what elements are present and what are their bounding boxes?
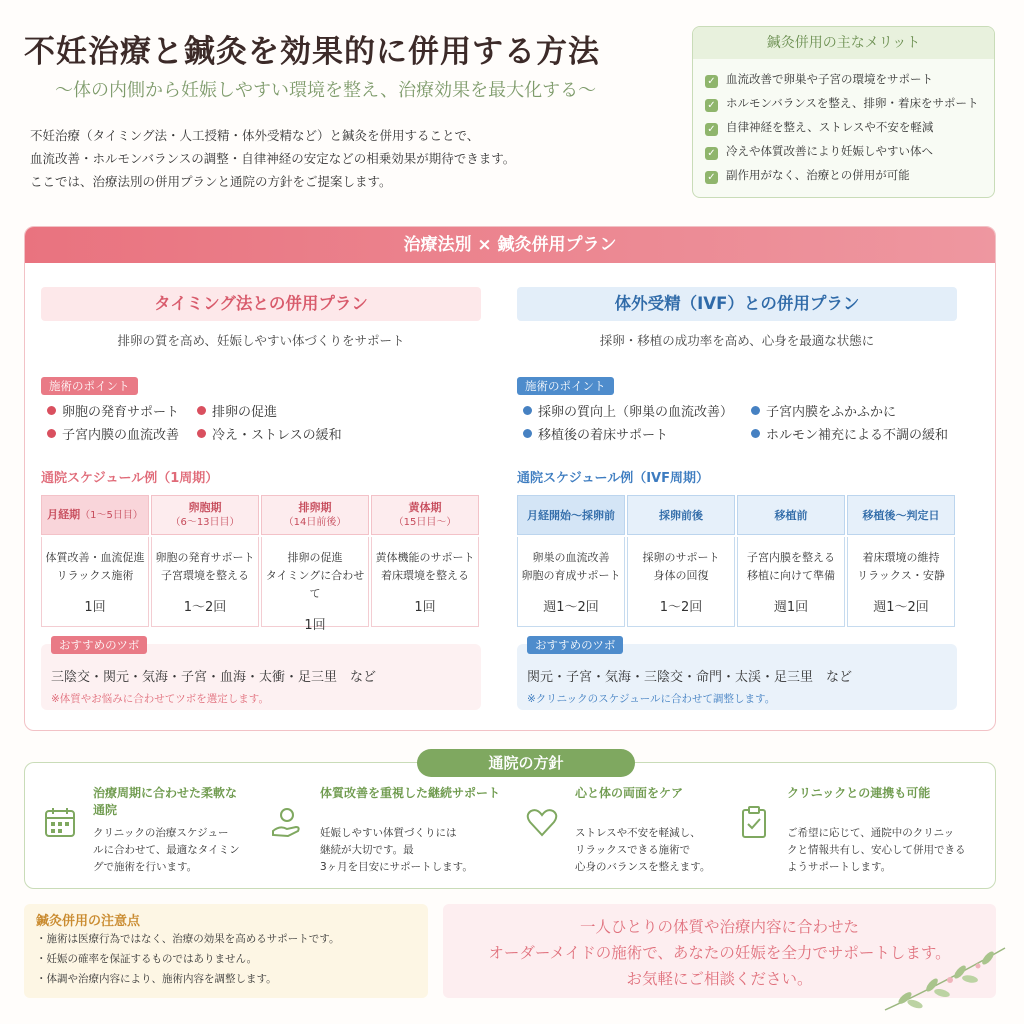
tsubo-note: ※体質やお悩みに合わせてツボを選定します。 — [51, 693, 269, 705]
policy-item-text: クリニックの治療スケジュー ルに合わせて、最適なタイミン グで施術を行います。 — [93, 827, 240, 873]
timing-plan-subtitle: 排卵の質を高め、妊娠しやすい体づくりをサポート — [117, 333, 405, 348]
ivf-plan — [517, 287, 957, 710]
intro-line: ここでは、治療法別の併用プランと通院の方針をご提案します。 — [30, 174, 392, 189]
schedule-steps — [41, 495, 481, 535]
merit-text: 副作用がなく、治療との併用が可能 — [726, 168, 910, 182]
policy-section — [24, 754, 996, 889]
intro-text — [30, 124, 515, 193]
tsubo-box — [517, 638, 957, 710]
policy-item-title: クリニックとの連携も可能 — [787, 786, 931, 800]
schedule-cell: 卵巣の血流改善 卵胞の育成サポート 週1〜2回 — [517, 537, 625, 627]
ivf-plan-title: 体外受精（IVF）との併用プラン — [517, 287, 957, 321]
policy-item-text: ご希望に応じて、通院中のクリニッ クと情報共有し、安心して併用できる ようサポートします。 — [787, 827, 966, 873]
policy-item-text: ストレスや不安を軽減し、 リラックスできる施術で 心身のバランスを整えます。 — [575, 827, 711, 873]
schedule-cell: 子宮内膜を整える 移植に向けて準備 週1回 — [737, 537, 845, 627]
point-item: 冷え・ストレスの緩和 — [197, 424, 342, 443]
point-item: 排卵の促進 — [197, 401, 342, 420]
schedule-title: 通院スケジュール例（1周期） — [41, 471, 219, 486]
schedule-title: 通院スケジュール例（IVF周期） — [517, 471, 709, 486]
policy-title: 通院の方針 — [417, 749, 635, 777]
schedule-steps — [517, 495, 957, 535]
schedule-step: 月経期（1〜5日目） — [41, 495, 149, 535]
policy-item-text: 妊娠しやすい体質づくりには 継続が大切です。最 3ヶ月を目安にサポートします。 — [320, 827, 473, 873]
merit-item — [705, 139, 994, 163]
timing-plan-title: タイミング法との併用プラン — [41, 287, 481, 321]
schedule-step: 採卵前後 — [627, 495, 735, 535]
tsubo-tag: おすすめのツボ — [527, 636, 623, 654]
merit-text: ホルモンバランスを整え、排卵・着床をサポート — [726, 96, 979, 110]
page-title: 不妊治療と鍼灸を効果的に併用する方法 — [24, 34, 600, 70]
merit-text: 冷えや体質改善により妊娠しやすい体へ — [726, 144, 933, 158]
schedule-cell: 採卵のサポート 身体の回復 1〜2回 — [627, 537, 735, 627]
caution-item: ・妊娠の確率を保証するものではありません。 — [36, 953, 258, 965]
points-tag: 施術のポイント — [41, 377, 138, 395]
clipboard-check-icon — [737, 805, 771, 839]
check-icon: ✓ — [705, 99, 718, 112]
tsubo-box — [41, 638, 481, 710]
merit-item — [705, 163, 994, 187]
schedule-step: 移植前 — [737, 495, 845, 535]
point-item: 採卵の質向上（卵巣の血流改善） — [523, 401, 733, 420]
policy-item-title: 体質改善を重視した継続サポート — [320, 786, 501, 800]
tsubo-list: 関元・子宮・気海・三陰交・命門・太渓・足三里 など — [527, 670, 853, 685]
point-item: 移植後の着床サポート — [523, 424, 733, 443]
tsubo-tag: おすすめのツボ — [51, 636, 147, 654]
points-tag: 施術のポイント — [517, 377, 614, 395]
schedule-step: 卵胞期 （6〜13日目） — [151, 495, 259, 535]
schedule-cell: 体質改善・血流促進 リラックス施術 1回 — [41, 537, 149, 627]
schedule-step: 排卵期 （14日前後） — [261, 495, 369, 535]
heart-icon — [525, 805, 559, 839]
merit-item — [705, 91, 994, 115]
ivf-plan-subtitle: 採卵・移植の成功率を高め、心身を最適な状態に — [599, 333, 875, 348]
points-list — [41, 401, 481, 443]
check-icon: ✓ — [705, 147, 718, 160]
timing-plan — [41, 287, 481, 710]
merit-item — [705, 115, 994, 139]
point-item: 子宮内膜をふかふかに — [751, 401, 948, 420]
tsubo-note: ※クリニックのスケジュールに合わせて調整します。 — [527, 693, 776, 705]
check-icon: ✓ — [705, 171, 718, 184]
intro-line: 不妊治療（タイミング法・人工授精・体外受精など）と鍼灸を併用することで、 — [30, 128, 480, 143]
merit-item — [705, 67, 994, 91]
merit-text: 血流改善で卵巣や子宮の環境をサポート — [726, 72, 933, 86]
caution-item: ・施術は医療行為ではなく、治療の効果を高めるサポートです。 — [36, 933, 340, 945]
policy-item-title: 心と体の両面をケア — [575, 786, 684, 800]
schedule-cell: 黄体機能のサポート 着床環境を整える 1回 — [371, 537, 479, 627]
tsubo-list: 三陰交・関元・気海・子宮・血海・太衝・足三里 など — [51, 670, 377, 685]
schedule-cell: 排卵の促進 タイミングに合わせて 1回 — [261, 537, 369, 627]
schedule-step: 移植後〜判定日 — [847, 495, 955, 535]
schedule-cell: 卵胞の発育サポート 子宮環境を整える 1〜2回 — [151, 537, 259, 627]
page-subtitle: 〜体の内側から妊娠しやすい環境を整え、治療効果を最大化する〜 — [55, 80, 597, 101]
closing-line: 一人ひとりの体質や治療内容に合わせた — [579, 918, 859, 936]
schedule-cells — [517, 537, 957, 627]
schedule-cells — [41, 537, 481, 633]
plans-section — [24, 226, 996, 731]
check-icon: ✓ — [705, 75, 718, 88]
schedule-cell: 着床環境の維持 リラックス・安静 週1〜2回 — [847, 537, 955, 627]
intro-line: 血流改善・ホルモンバランスの調整・自律神経の安定などの相乗効果が期待できます。 — [30, 151, 516, 166]
merits-title: 鍼灸併用の主なメリット — [693, 27, 994, 59]
point-item: 子宮内膜の血流改善 — [47, 424, 179, 443]
points-list — [517, 401, 957, 443]
policy-item-title: 治療周期に合わせた柔軟な 通院 — [93, 786, 238, 817]
calendar-icon — [43, 805, 77, 839]
schedule-step: 黄体期 （15日目〜） — [371, 495, 479, 535]
caution-box — [24, 904, 428, 998]
schedule-step: 月経開始〜採卵前 — [517, 495, 625, 535]
merits-box — [692, 26, 995, 198]
plans-title: 治療法別 × 鍼灸併用プラン — [25, 227, 995, 263]
closing-line: お気軽にご相談ください。 — [626, 970, 813, 988]
point-item: 卵胞の発育サポート — [47, 401, 179, 420]
point-item: ホルモン補充による不調の緩和 — [751, 424, 948, 443]
caution-title: 鍼灸併用の注意点 — [36, 914, 141, 929]
caution-item: ・体調や治療内容により、施術内容を調整します。 — [36, 973, 277, 985]
check-icon: ✓ — [705, 123, 718, 136]
support-hand-icon — [270, 805, 304, 839]
leaf-branch-decoration — [880, 940, 1010, 1015]
closing-line: オーダーメイドの施術で、あなたの妊娠を全力でサポートします。 — [488, 944, 951, 962]
merit-text: 自律神経を整え、ストレスや不安を軽減 — [726, 120, 934, 134]
